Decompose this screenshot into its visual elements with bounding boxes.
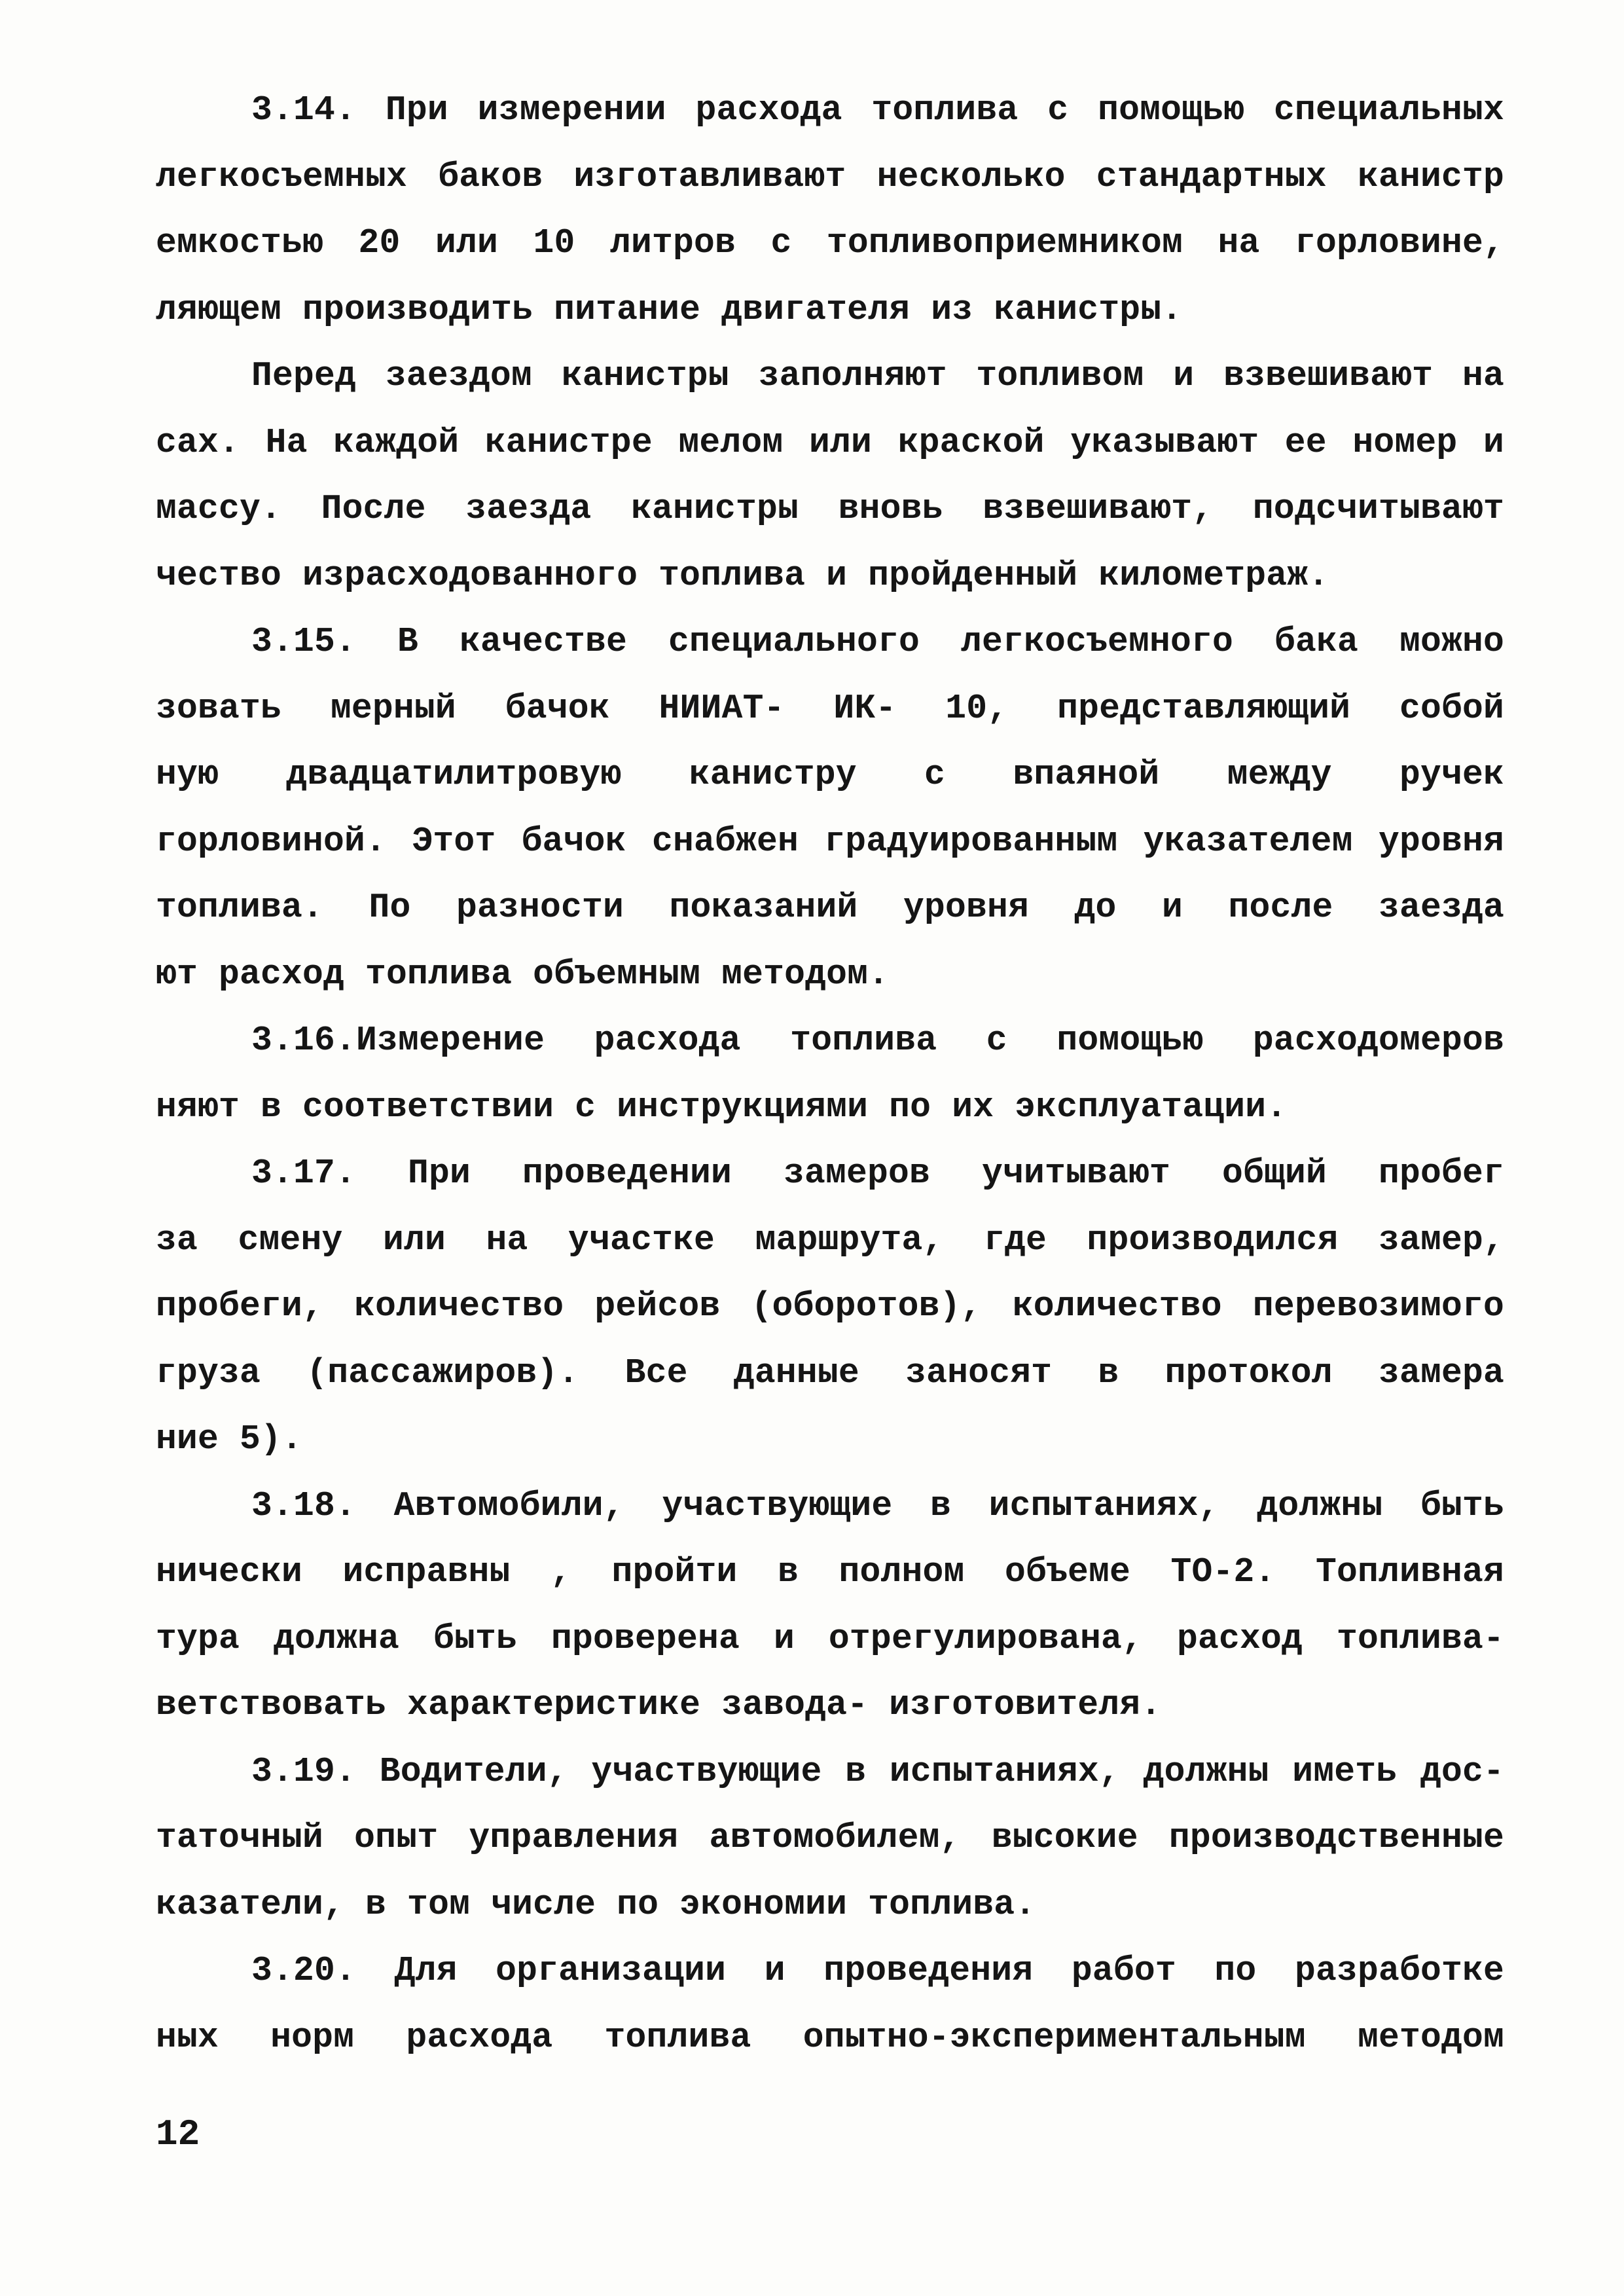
text-line: 3.20. Для организации и проведения работ по разработке	[251, 1951, 1504, 1990]
text-line: нически исправны , пройти в полном объеме ТО-2. Топливная	[156, 1552, 1504, 1592]
text-line: емкостью 20 или 10 литров с топливоприемником на горловине,	[156, 223, 1504, 263]
text-line: зовать мерный бачок НИИАТ- ИК- 10, представляющий собой	[156, 688, 1504, 728]
text-line: чество израсходованного топлива и пройденный километраж.	[156, 555, 1329, 595]
page-number: 12	[156, 2113, 200, 2155]
text-line: 3.18. Автомобили, участвующие в испытаниях, должны быть	[251, 1485, 1504, 1525]
text-line: массу. После заезда канистры вновь взвешивают, подсчитывают	[156, 489, 1504, 528]
text-line: 3.14. При измерении расхода топлива с помощью специальных	[251, 90, 1504, 130]
text-line: ветствовать характеристике завода- изготовителя.	[156, 1685, 1162, 1724]
text-line: ют расход топлива объемным методом.	[156, 954, 890, 994]
text-line: топлива. По разности показаний уровня до и после заезда	[156, 888, 1504, 927]
text-line: сах. На каждой канистре мелом или краской указывают ее номер и	[156, 422, 1504, 462]
text-line: Перед заездом канистры заполняют топливом и взвешивают на	[251, 356, 1504, 395]
text-line: тура должна быть проверена и отрегулирована, расход топлива-	[156, 1618, 1504, 1658]
text-line: таточный опыт управления автомобилем, высокие производственные	[156, 1818, 1504, 1857]
text-line: 3.19. Водители, участвующие в испытаниях, должны иметь дос-	[251, 1751, 1504, 1791]
text-line: за смену или на участке маршрута, где производился замер,	[156, 1220, 1504, 1260]
text-line: ную двадцатилитровую канистру с впаяной между ручек	[156, 755, 1504, 794]
text-line: 3.17. При проведении замеров учитывают общий пробег	[251, 1154, 1504, 1193]
text-line: казатели, в том числе по экономии топлива.	[156, 1884, 1036, 1924]
text-line: 3.16.Измерение расхода топлива с помощью расходомеров	[251, 1021, 1504, 1060]
text-line: няют в соответствии с инструкциями по их эксплуатации.	[156, 1087, 1288, 1127]
text-line: пробеги, количество рейсов (оборотов), количество перевозимого	[156, 1286, 1504, 1326]
text-line: 3.15. В качестве специального легкосъемного бака можно	[251, 622, 1504, 661]
text-line: груза (пассажиров). Все данные заносят в протокол замера	[156, 1353, 1504, 1393]
text-line: ляющем производить питание двигателя из канистры.	[156, 289, 1183, 329]
text-line: легкосъемных баков изготавливают несколько стандартных канистр	[156, 156, 1504, 196]
body-text	[156, 77, 1504, 2071]
text-line: ных норм расхода топлива опытно-экспериментальным методом	[156, 2017, 1504, 2057]
text-line: горловиной. Этот бачок снабжен градуированным указателем уровня	[156, 821, 1504, 861]
text-line: ние 5).	[156, 1419, 303, 1459]
